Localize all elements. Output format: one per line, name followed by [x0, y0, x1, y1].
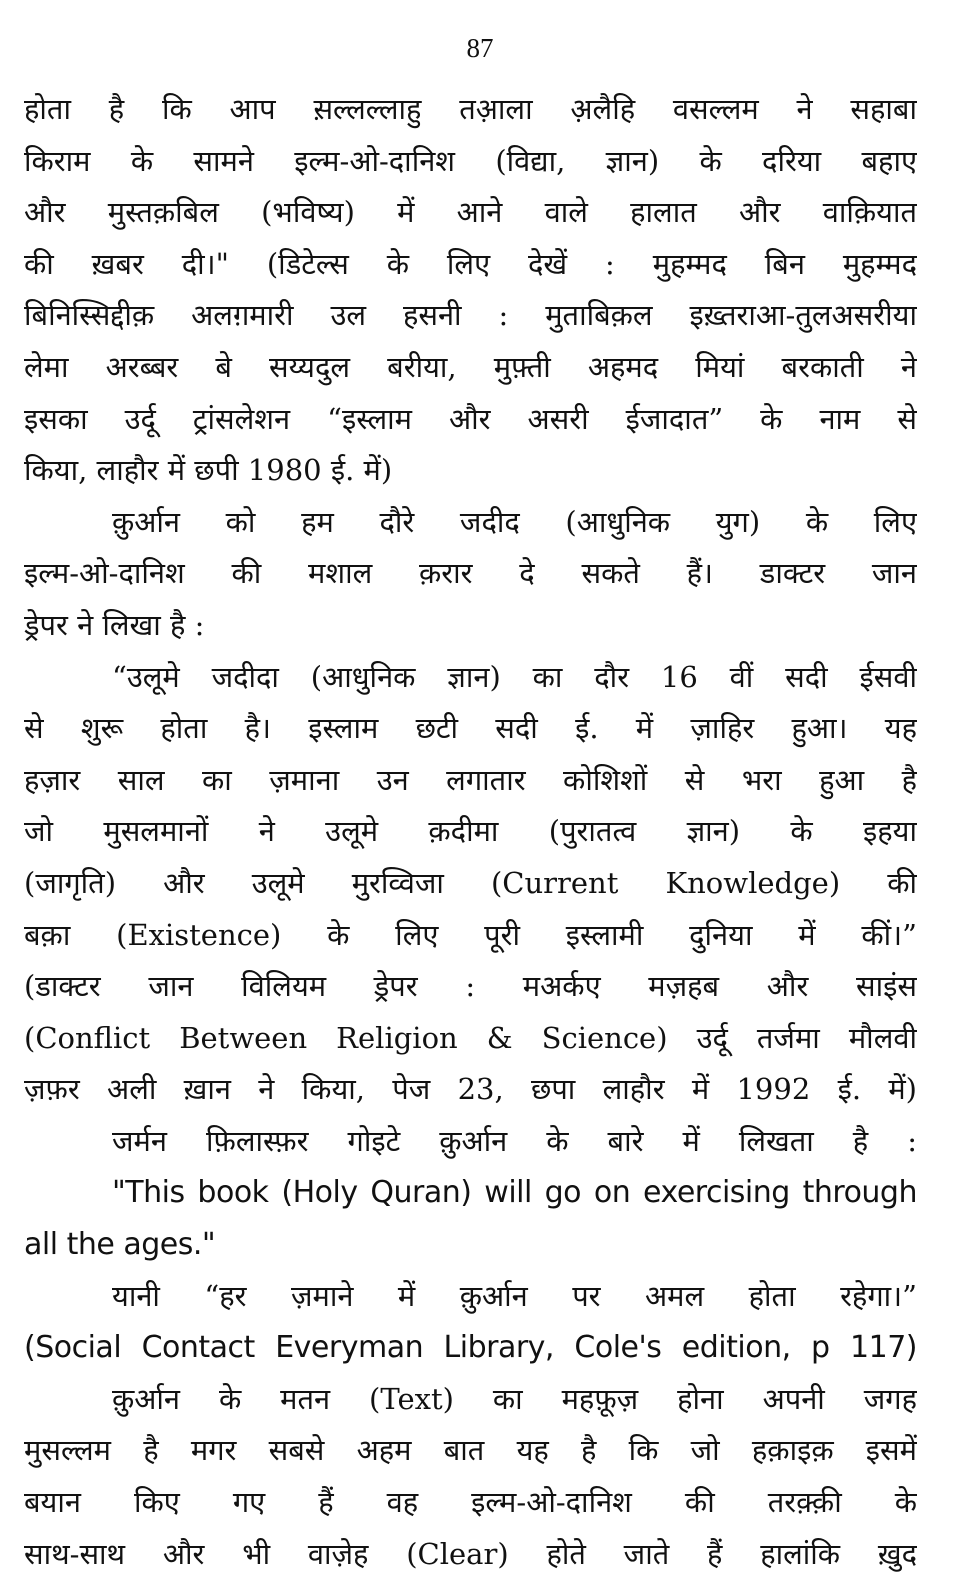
text-line: बिनिस्सिद्दीक़ अलग़मारी उल हसनी : मुताबिक़ल इख़्तराआ-तुलअसरीया: [24, 298, 917, 333]
text-line: किया, लाहौर में छपी 1980 ई. में): [24, 453, 393, 488]
text-line: और मुस्तक़बिल (भविष्य) में आने वाले हालात और वाक़ियात: [24, 195, 917, 230]
quote-start-line: “उलूमे जदीदा (आधुनिक ज्ञान) का दौर 16 वीं सदी ईसवी: [112, 659, 917, 694]
text-line: (जागृति) और उलूमे मुरव्विजा (Current Knowledge) की: [24, 865, 917, 900]
page-number: 87: [466, 33, 494, 63]
text-line: की ख़बर दी।" (डिटेल्स के लिए देखें : मुहम्मद बिन मुहम्मद: [24, 246, 917, 281]
citation-line: (Social Contact Everyman Library, Cole's edition, p 117): [24, 1330, 917, 1366]
text-line: किराम के सामने इल्म-ओ-दानिश (विद्या, ज्ञान) के दरिया बहाए: [24, 143, 917, 178]
text-line: से शुरू होता है। इस्लाम छटी सदी ई. में ज़ाहिर हुआ। यह: [24, 711, 917, 746]
text-line: इल्म-ओ-दानिश की मशाल क़रार दे सकते हैं। डाक्टर जान: [24, 556, 917, 591]
text-line: बक़ा (Existence) के लिए पूरी इस्लामी दुनिया में कीं।”: [24, 917, 917, 952]
paragraph-start-line: जर्मन फ़िलास्फ़र गोइटे क़ुर्आन के बारे में लिखता है :: [112, 1123, 917, 1158]
text-line: इसका उर्दू ट्रांसलेशन “इस्लाम और असरी ईजादात” के नाम से: [24, 401, 917, 436]
translation-line: यानी “हर ज़माने में क़ुर्आन पर अमल होता रहेगा।”: [112, 1278, 917, 1313]
citation-line: (डाक्टर जान विलियम ड्रेपर : मअर्कए मज़हब और साइंस: [24, 969, 917, 1004]
paragraph-start-line: क़ुर्आन के मतन (Text) का महफ़ूज़ होना अपनी जगह: [112, 1381, 917, 1416]
paragraph-start-line: क़ुर्आन को हम दौरे जदीद (आधुनिक युग) के लिए: [112, 504, 917, 539]
text-line: होता है कि आप स़ल्लल्लाहु तआ़ला अ़लैहि वसल्लम ने सहाबा: [24, 92, 917, 126]
english-quote-line: all the ages.": [24, 1227, 216, 1263]
citation-line: (Conflict Between Religion & Science) उर्दू तर्जमा मौलवी: [24, 1020, 917, 1055]
text-line: ड्रेपर ने लिखा है :: [24, 607, 205, 642]
text-line: जो मुसलमानों ने उलूमे क़दीमा (पुरातत्व ज्ञान) के इहया: [24, 814, 917, 849]
text-line: मुसल्लम है मगर सबसे अहम बात यह है कि जो हक़ाइक़ इसमें: [24, 1433, 917, 1468]
english-quote-line: "This book (Holy Quran) will go on exercising through: [112, 1175, 917, 1211]
text-line: साथ-साथ और भी वाज़ेह (Clear) होते जाते हैं हालांकि ख़ुद: [24, 1536, 917, 1571]
body-text: [24, 84, 917, 1580]
citation-line: ज़फ़र अली ख़ान ने किया, पेज 23, छपा लाहौर में 1992 ई. में): [24, 1072, 917, 1107]
text-line: हज़ार साल का ज़माना उन लगातार कोशिशों से भरा हुआ है: [24, 762, 917, 797]
text-line: बयान किए गए हैं वह इल्म-ओ-दानिश की तरक़्क़ी के: [24, 1485, 917, 1520]
text-line: लेमा अरब्बर बे सय्यदुल बरीया, मुफ़्ती अहमद मियां बरकाती ने: [24, 349, 917, 384]
